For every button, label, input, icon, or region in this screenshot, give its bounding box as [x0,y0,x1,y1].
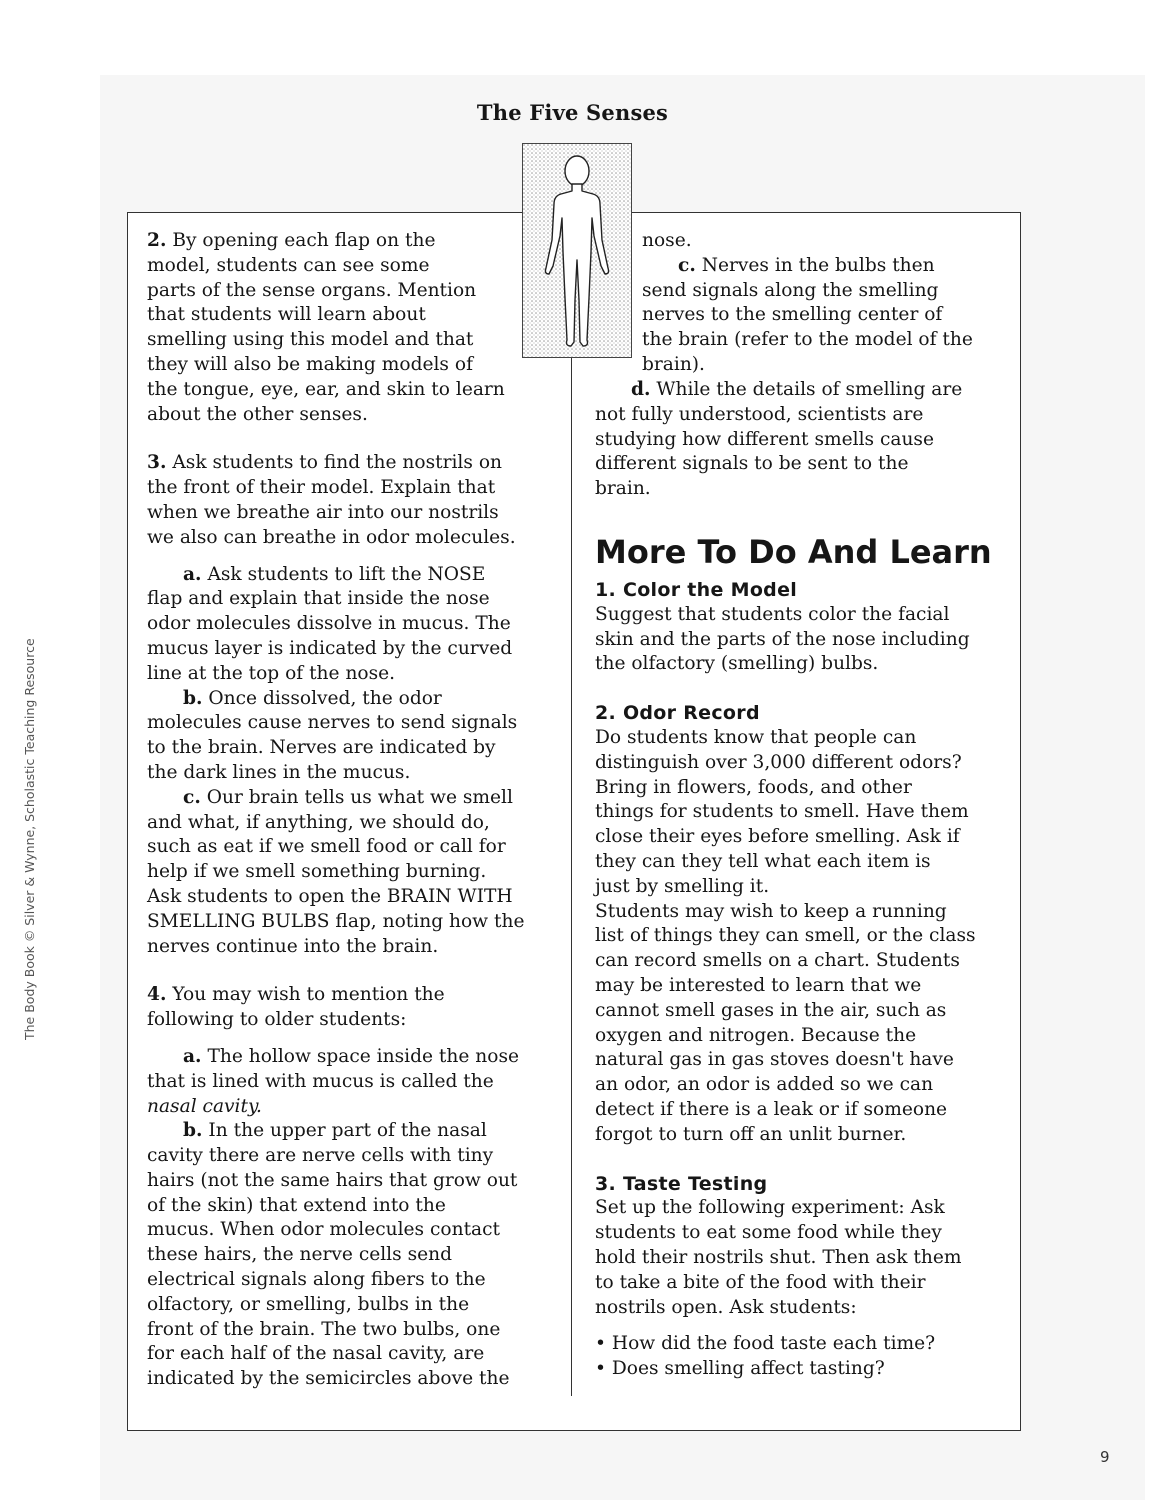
sidebar-credit: The Body Book © Silver & Wynne, Scholastic Teaching Resource [22,638,37,1040]
text-line: line at the top of the nose. [147,662,396,684]
text-line: In the upper part of the nasal [208,1120,487,1142]
text-line: things for students to smell. Have them [595,801,969,823]
item-3 [147,451,567,959]
text-line: electrical signals along fibers to the [147,1269,486,1291]
text-line: may be interested to learn that we [595,974,922,996]
text-line: By opening each flap on the [172,230,436,251]
text-line: students to eat some food while they [595,1222,942,1244]
text-line: can record smells on a chart. Students [595,950,960,972]
text-line: forgot to turn off an unlit burner. [595,1123,907,1145]
text-line: such as eat if we smell food or call for [147,836,506,858]
text-line: model, students can see some [147,254,430,276]
sub-label: d. [631,379,651,400]
section-odor-record [595,701,1010,1147]
text-line: close their eyes before smelling. Ask if [595,826,960,848]
text-line: nerves continue into the brain. [147,935,439,957]
sub-label: c. [183,786,201,808]
text-line: of the skin) that extend into the [147,1194,446,1216]
text-line: different signals to be sent to the [595,453,909,475]
text-line: list of things they can smell, or the class [595,925,976,947]
text-line: help if we smell something burning. [147,861,487,883]
text-line: the tongue, eye, ear, and skin to learn [147,378,505,400]
text-line: hairs (not the same hairs that grow out [147,1169,518,1191]
text-line: Nerves in the bulbs then [701,254,935,276]
text-line: You may wish to mention the [172,984,445,1006]
section-color-the-model [595,578,1010,677]
page-number: 9 [1100,1448,1110,1466]
text-line: molecules cause nerves to send signals [147,712,518,734]
text-line: and what, if anything, we should do, [147,811,490,833]
text-line: we also can breathe in odor molecules. [147,526,516,548]
text-line: parts of the sense organs. Mention [147,279,477,301]
text-line: Students may wish to keep a running [595,900,947,922]
item-2 [147,229,567,427]
text-line: just by smelling it. [595,875,770,897]
right-column [595,378,1010,1382]
text-line: olfactory, or smelling, bulbs in the [147,1293,470,1315]
text-line: for each half of the nasal cavity, are [147,1343,485,1365]
text-line: Our brain tells us what we smell [206,786,513,808]
item-number: 4. [147,984,167,1006]
text-line: that students will learn about [147,304,426,326]
text-line: Bring in flowers, foods, and other [595,776,912,798]
text-line: hold their nostrils shut. Then ask them [595,1246,962,1268]
text-line: to the brain. Nerves are indicated by [147,737,496,759]
text-line: the brain (refer to the model of the [642,329,973,351]
text-line: odor molecules dissolve in mucus. The [147,613,511,635]
left-column [147,229,567,1392]
item-4 [147,983,567,1392]
text-line: the front of their model. Explain that [147,477,496,499]
text-line: natural gas in gas stoves doesn't have [595,1049,954,1071]
text-line: Set up the following experiment: Ask [595,1197,945,1219]
text-line: not fully understood, scientists are [595,403,924,425]
text-line: Ask students to find the nostrils on [172,452,503,474]
sub-label: a. [183,563,202,585]
text-line: front of the brain. The two bulbs, one [147,1318,501,1340]
text-line: brain. [595,478,651,500]
section-heading: More To Do And Learn [595,532,992,571]
text-line: detect if there is a leak or if someone [595,1098,948,1120]
sub-label: b. [183,687,203,709]
text-line: an odor, an odor is added so we can [595,1074,934,1096]
bullet-item: • Does smelling affect tasting? [595,1358,885,1380]
text-line: that is lined with mucus is called the [147,1070,494,1092]
text-line: they will also be making models of [147,353,473,375]
page-title: The Five Senses [476,100,669,125]
text-line: nose. [642,230,692,251]
text-line: Suggest that students color the facial [595,603,950,625]
text-line: cavity there are nerve cells with tiny [147,1145,494,1167]
text-line: the olfactory (smelling) bulbs. [595,653,879,675]
text-line: mucus. When odor molecules contact [147,1219,501,1241]
text-line: Once dissolved, the odor [208,687,442,709]
text-line: Ask students to lift the NOSE [207,563,486,585]
bullet-item: • How did the food taste each time? [595,1333,936,1355]
text-line: the dark lines in the mucus. [147,761,411,783]
subsection-heading: 3. Taste Testing [595,1172,768,1195]
text-line: flap and explain that inside the nose [147,588,490,610]
item-number: 2. [147,230,167,251]
text-line: Do students know that people can [595,726,917,748]
text-line: smelling using this model and that [147,329,474,351]
text-line: nerves to the smelling center of [642,304,943,326]
section-taste-testing [595,1172,1010,1382]
text-line: these hairs, the nerve cells send [147,1244,452,1266]
text-line: SMELLING BULBS flap, noting how the [147,910,525,932]
text-line: they can they tell what each item is [595,850,931,872]
item-number: 3. [147,452,167,474]
text-line: distinguish over 3,000 different odors? [595,751,962,773]
text-line: nostrils open. Ask students: [595,1296,857,1318]
subsection-heading: 1. Color the Model [595,578,798,601]
text-line: brain). [642,353,705,375]
text-line: send signals along the smelling [642,279,939,301]
text-line: indicated by the semicircles above the [147,1368,510,1390]
text-line: to take a bite of the food with their [595,1271,926,1293]
text-line: when we breathe air into our nostrils [147,501,499,523]
italic-term: nasal cavity. [147,1095,262,1117]
text-line: studying how different smells cause [595,428,934,450]
text-line: about the other senses. [147,403,368,425]
text-line: The hollow space inside the nose [207,1045,519,1067]
right-column-top [642,229,1012,378]
subsection-heading: 2. Odor Record [595,702,760,725]
text-line: oxygen and nitrogen. Because the [595,1024,917,1046]
text-line: While the details of smelling are [656,379,963,400]
text-line: skin and the parts of the nose including [595,628,970,650]
text-line: mucus layer is indicated by the curved [147,637,513,659]
text-line: following to older students: [147,1009,407,1031]
column-divider [571,356,572,1396]
text-line: cannot smell gases in the air, such as [595,999,947,1021]
sub-label: b. [183,1120,203,1142]
sub-label: a. [183,1045,202,1067]
text-line: Ask students to open the BRAIN WITH [147,885,513,907]
sub-label: c. [678,254,696,276]
